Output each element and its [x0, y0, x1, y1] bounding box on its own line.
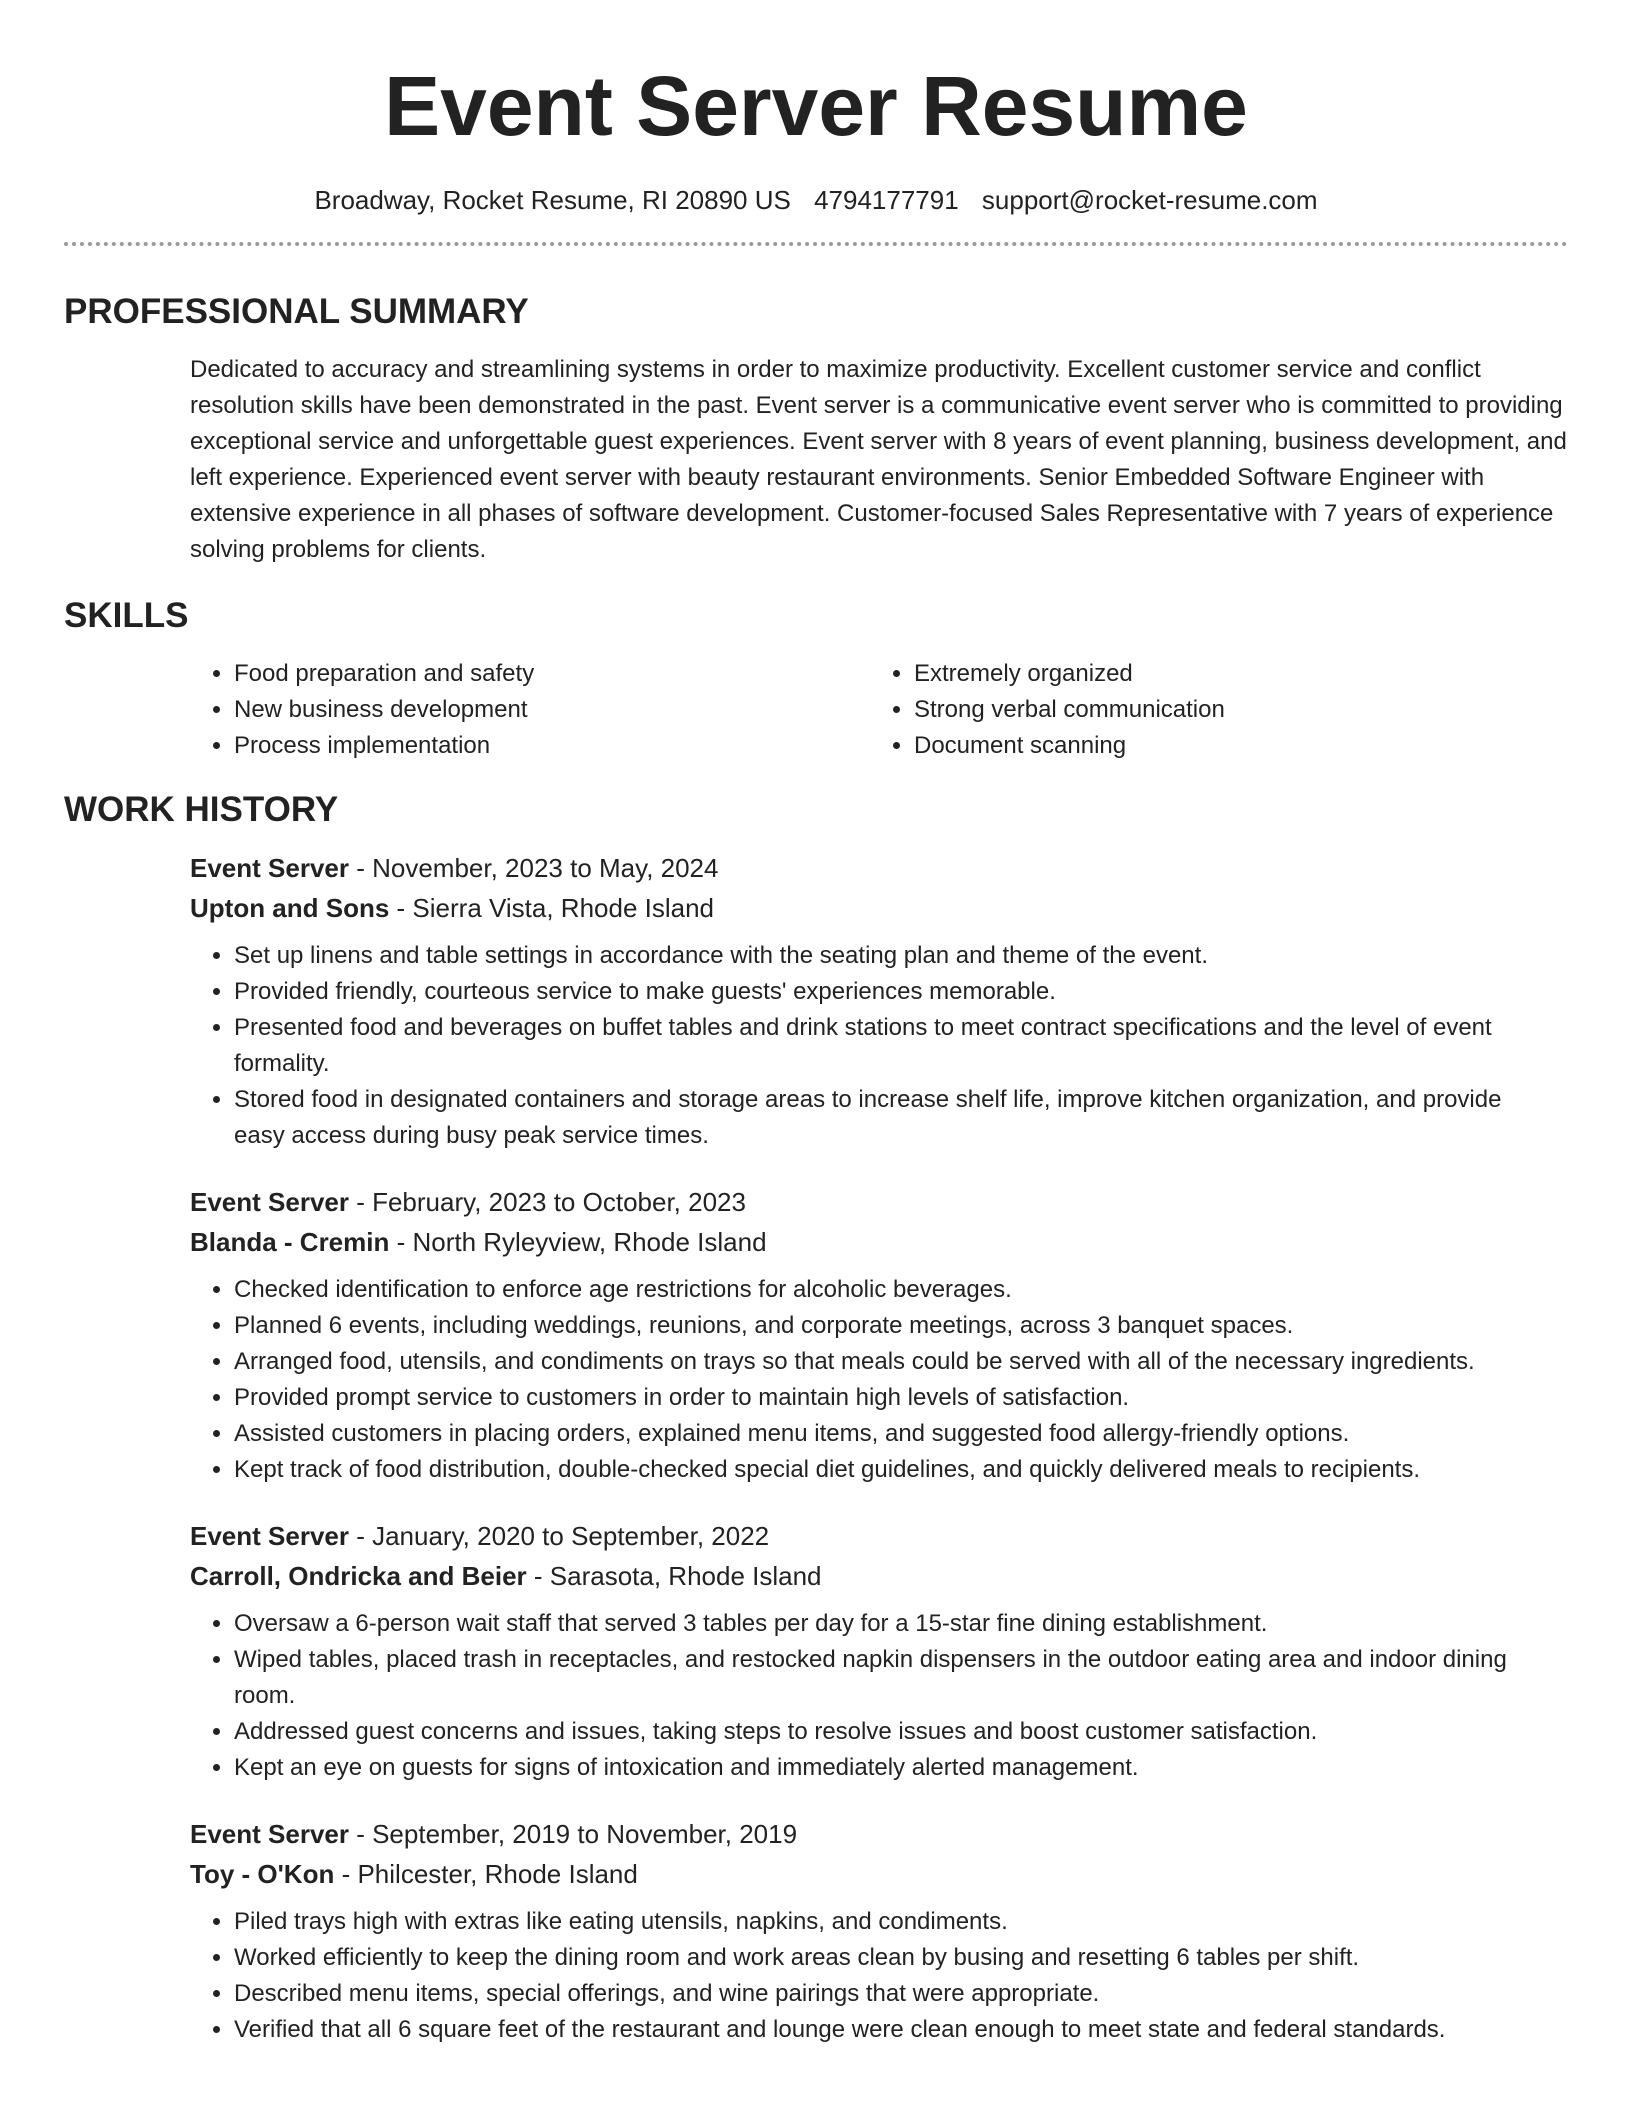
job-duty: • Kept an eye on guests for signs of intoxication and immediately alerted management. — [234, 1750, 1568, 1786]
job-entry — [190, 1814, 1568, 2048]
job-company: Blanda - Cremin — [190, 1227, 390, 1257]
job-company: Upton and Sons — [190, 893, 390, 923]
job-duty: • Verified that all 6 square feet of the restaurant and lounge were clean enough to meet state and federal standards. — [234, 2012, 1568, 2048]
job-dates: - January, 2020 to September, 2022 — [348, 1521, 770, 1551]
summary-heading: PROFESSIONAL SUMMARY — [64, 292, 529, 331]
job-role: Event Server — [190, 1819, 349, 1849]
skill-item: • Process implementation — [234, 728, 870, 764]
job-duty: • Provided prompt service to customers in order to maintain high levels of satisfaction. — [234, 1380, 1568, 1416]
skill-item: • Strong verbal communication — [914, 692, 1550, 728]
job-role-line — [190, 848, 1568, 888]
job-duty: • Checked identification to enforce age restrictions for alcoholic beverages. — [234, 1272, 1568, 1308]
job-company-line — [190, 1854, 1568, 1894]
job-duties — [190, 1904, 1568, 2048]
job-duty: • Set up linens and table settings in accordance with the seating plan and theme of the event. — [234, 938, 1568, 974]
job-role-line — [190, 1814, 1568, 1854]
job-entry — [190, 848, 1568, 1154]
job-duty: • Planned 6 events, including weddings, reunions, and corporate meetings, across 3 banquet spaces. — [234, 1308, 1568, 1344]
contact-email: support@rocket-resume.com — [981, 185, 1318, 215]
skill-item: • Extremely organized — [914, 656, 1550, 692]
job-company-line — [190, 888, 1568, 928]
job-duty: • Worked efficiently to keep the dining room and work areas clean by busing and resetting 6 tables per shift. — [234, 1940, 1568, 1976]
work-history-list — [190, 848, 1568, 2048]
skill-item: • New business development — [234, 692, 870, 728]
job-dates: - September, 2019 to November, 2019 — [348, 1819, 798, 1849]
job-dates: - November, 2023 to May, 2024 — [348, 853, 719, 883]
job-location: - Sarasota, Rhode Island — [526, 1561, 822, 1591]
skill-item: • Document scanning — [914, 728, 1550, 764]
job-company: Carroll, Ondricka and Beier — [190, 1561, 527, 1591]
job-duty: • Piled trays high with extras like eating utensils, napkins, and condiments. — [234, 1904, 1568, 1940]
contact-address: Broadway, Rocket Resume, RI 20890 US — [314, 185, 791, 215]
skills-heading: SKILLS — [64, 596, 189, 635]
job-duties — [190, 1606, 1568, 1786]
contact-line — [64, 184, 1568, 216]
header-divider — [64, 242, 1568, 246]
job-duty: • Arranged food, utensils, and condiments on trays so that meals could be served with all of the necessary ingredients. — [234, 1344, 1568, 1380]
job-duty: • Addressed guest concerns and issues, taking steps to resolve issues and boost customer satisfaction. — [234, 1714, 1568, 1750]
job-duty: • Stored food in designated containers and storage areas to increase shelf life, improve kitchen organization, and provide easy access during busy peak service times. — [234, 1082, 1568, 1154]
job-role-line — [190, 1182, 1568, 1222]
job-role: Event Server — [190, 1187, 349, 1217]
job-company: Toy - O'Kon — [190, 1859, 335, 1889]
job-company-line — [190, 1556, 1568, 1596]
job-role: Event Server — [190, 1521, 349, 1551]
job-duty: • Provided friendly, courteous service to make guests' experiences memorable. — [234, 974, 1568, 1010]
job-entry — [190, 1516, 1568, 1786]
skills-column-right — [870, 656, 1550, 764]
skill-item: • Food preparation and safety — [234, 656, 870, 692]
job-duties — [190, 938, 1568, 1154]
job-location: - Sierra Vista, Rhode Island — [389, 893, 715, 923]
job-duty: • Assisted customers in placing orders, explained menu items, and suggested food allergy-friendly options. — [234, 1416, 1568, 1452]
job-duty: • Oversaw a 6-person wait staff that served 3 tables per day for a 15-star fine dining establishment. — [234, 1606, 1568, 1642]
job-dates: - February, 2023 to October, 2023 — [348, 1187, 746, 1217]
skills-column-left — [190, 656, 870, 764]
resume-title: Event Server Resume — [384, 59, 1248, 153]
job-entry — [190, 1182, 1568, 1488]
job-role-line — [190, 1516, 1568, 1556]
job-role: Event Server — [190, 853, 349, 883]
job-duty: • Wiped tables, placed trash in receptacles, and restocked napkin dispensers in the outdoor eating area and indoor dining room. — [234, 1642, 1568, 1714]
job-duties — [190, 1272, 1568, 1488]
job-duty: • Kept track of food distribution, double-checked special diet guidelines, and quickly delivered meals to recipients. — [234, 1452, 1568, 1488]
job-location: - Philcester, Rhode Island — [334, 1859, 638, 1889]
contact-phone: 4794177791 — [814, 185, 959, 215]
job-duty: • Described menu items, special offerings, and wine pairings that were appropriate. — [234, 1976, 1568, 2012]
job-location: - North Ryleyview, Rhode Island — [389, 1227, 767, 1257]
job-company-line — [190, 1222, 1568, 1262]
skills-list — [190, 656, 1568, 764]
job-duty: • Presented food and beverages on buffet tables and drink stations to meet contract specifications and the level of event formality. — [234, 1010, 1568, 1082]
summary-text: Dedicated to accuracy and streamlining systems in order to maximize productivity. Excellent customer service and conflict resolution skills have been demonstrated in the past. Event server is a communicative event server who is committed to providing exceptional service and unforgettable guest experiences. Event server with 8 years of event planning, business development, and left experience. Experienced event server with beauty restaurant environments. Senior Embedded Software Engineer with extensive experience in all phases of software development. Customer-focused Sales Representative with 7 years of experience solving problems for clients. — [190, 356, 1567, 563]
work-history-heading: WORK HISTORY — [64, 790, 339, 829]
